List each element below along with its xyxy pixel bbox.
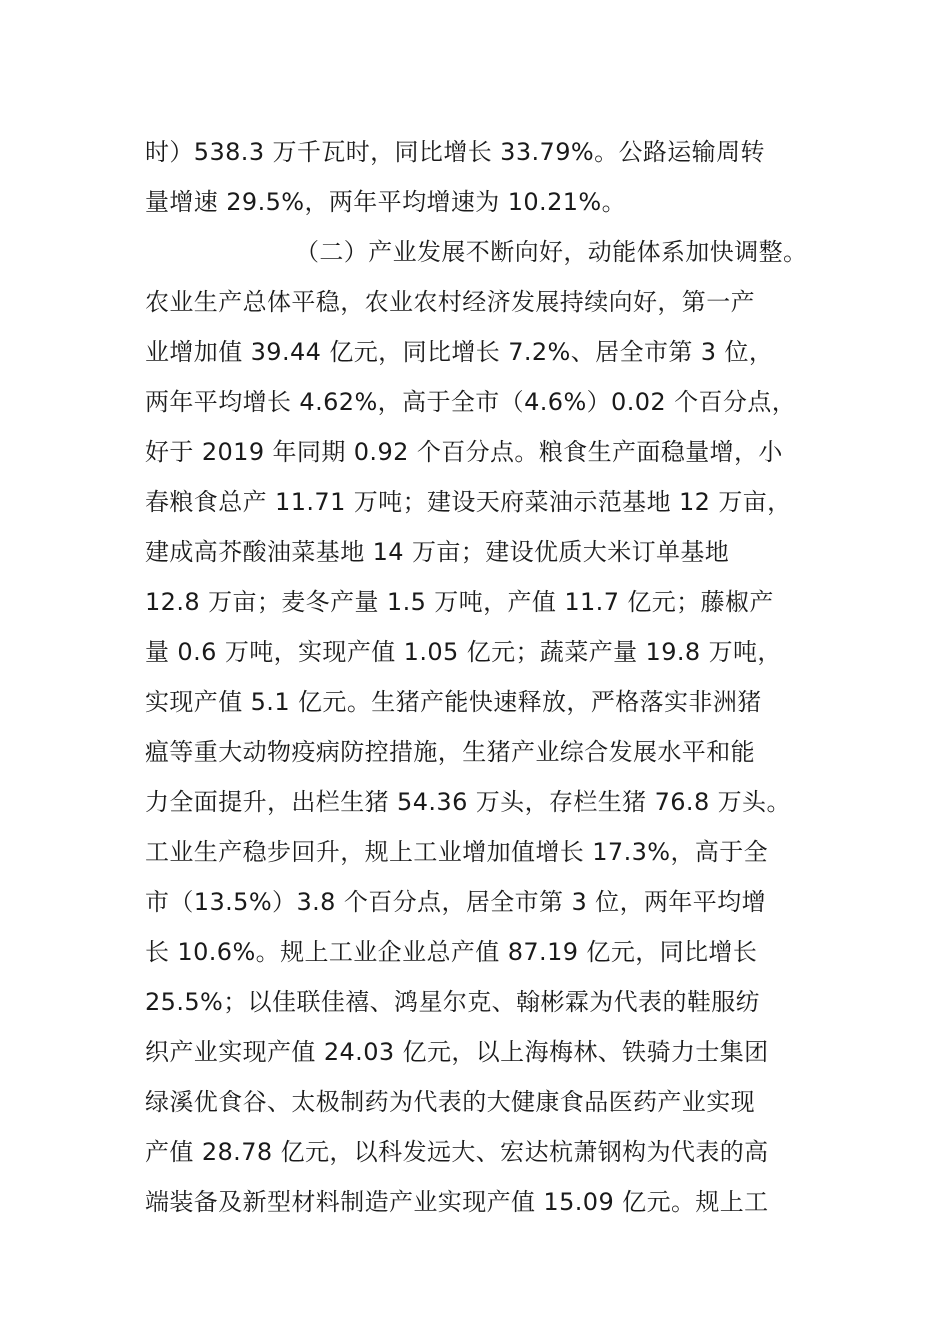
text-line: 瘟等重大动物疫病防控措施，生猪产业综合发展水平和能 bbox=[145, 738, 755, 766]
text-line: 12.8 万亩；麦冬产量 1.5 万吨，产值 11.7 亿元；藤椒产 bbox=[145, 588, 774, 616]
text-line: 端装备及新型材料制造产业实现产值 15.09 亿元。规上工 bbox=[145, 1188, 769, 1216]
section-heading: （二）产业发展不断向好，动能体系加快调整。 bbox=[295, 238, 808, 266]
text-line: 力全面提升，出栏生猪 54.36 万头，存栏生猪 76.8 万头。 bbox=[145, 788, 791, 816]
text-line: 业增加值 39.44 亿元，同比增长 7.2%、居全市第 3 位， bbox=[145, 338, 774, 366]
text-line: 量增速 29.5%，两年平均增速为 10.21%。 bbox=[145, 188, 627, 216]
text-line: 建成高芥酸油菜基地 14 万亩；建设优质大米订单基地 bbox=[145, 538, 730, 566]
text-line: 市（13.5%）3.8 个百分点，居全市第 3 位，两年平均增 bbox=[145, 888, 766, 916]
text-line: 25.5%；以佳联佳禧、鸿星尔克、翰彬霖为代表的鞋服纺 bbox=[145, 988, 761, 1016]
text-line: 好于 2019 年同期 0.92 个百分点。粮食生产面稳量增，小 bbox=[145, 438, 783, 466]
text-line: 产值 28.78 亿元，以科发远大、宏达杭萧钢构为代表的高 bbox=[145, 1138, 769, 1166]
text-line: 实现产值 5.1 亿元。生猪产能快速释放，严格落实非洲猪 bbox=[145, 688, 762, 716]
text-line: 春粮食总产 11.71 万吨；建设天府菜油示范基地 12 万亩， bbox=[145, 488, 792, 516]
text-line: 量 0.6 万吨，实现产值 1.05 亿元；蔬菜产量 19.8 万吨， bbox=[145, 638, 782, 666]
text-line: 农业生产总体平稳，农业农村经济发展持续向好，第一产 bbox=[145, 288, 755, 316]
text-line: 长 10.6%。规上工业企业总产值 87.19 亿元，同比增长 bbox=[145, 938, 758, 966]
text-line: 工业生产稳步回升，规上工业增加值增长 17.3%，高于全 bbox=[145, 838, 769, 866]
text-line: 绿溪优食谷、太极制药为代表的大健康食品医药产业实现 bbox=[145, 1088, 755, 1116]
text-line: 时）538.3 万千瓦时，同比增长 33.79%。公路运输周转 bbox=[145, 138, 765, 166]
text-line: 织产业实现产值 24.03 亿元，以上海梅林、铁骑力士集团 bbox=[145, 1038, 769, 1066]
text-line: 两年平均增长 4.62%，高于全市（4.6%）0.02 个百分点， bbox=[145, 388, 797, 416]
